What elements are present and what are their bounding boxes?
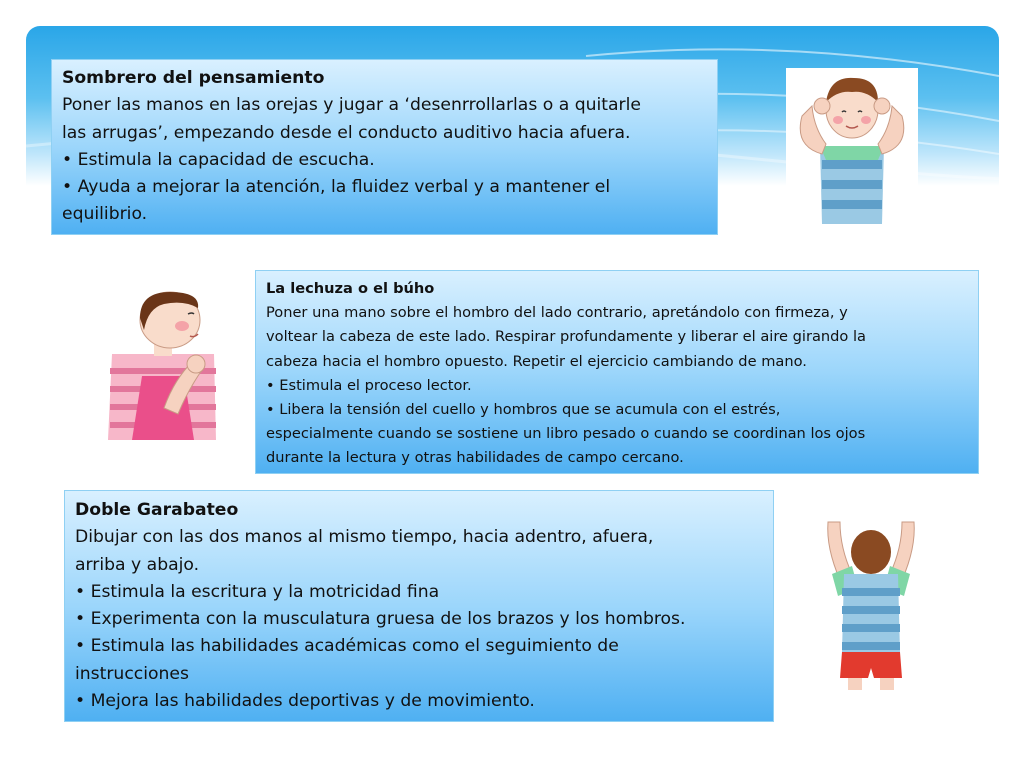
card-line: Poner las manos en las orejas y jugar a ‘desenrrollarlas o a quitarle [62, 95, 641, 116]
card-line: • Libera la tensión del cuello y hombros que se acumula con el estrés, [266, 401, 781, 419]
card-title: Sombrero del pensamiento [62, 68, 325, 88]
card-line: equilibrio. [62, 204, 148, 225]
card-line: • Estimula la escritura y la motricidad fina [75, 581, 440, 602]
card-line: • Estimula la capacidad de escucha. [62, 149, 375, 170]
card-line: arriba y abajo. [75, 554, 200, 575]
card-line: • Estimula el proceso lector. [266, 376, 472, 394]
card-title: La lechuza o el búho [266, 280, 435, 297]
card-line: las arrugas’, empezando desde el conducto auditivo hacia afuera. [62, 122, 631, 143]
child-ears-illustration-icon [786, 68, 918, 224]
child-shoulder-illustration-icon [104, 290, 222, 440]
child-arms-up-illustration-icon [818, 518, 924, 690]
card-line: durante la lectura y otras habilidades de campo cercano. [266, 449, 684, 467]
card-doble-garabateo [64, 490, 774, 722]
card-line: • Estimula las habilidades académicas como el seguimiento de [75, 636, 619, 657]
card-line: especialmente cuando se sostiene un libro pesado o cuando se coordinan los ojos [266, 425, 866, 443]
card-line: cabeza hacia el hombro opuesto. Repetir el ejercicio cambiando de mano. [266, 352, 807, 370]
card-line: instrucciones [75, 663, 189, 684]
card-line: Poner una mano sobre el hombro del lado contrario, apretándolo con firmeza, y [266, 304, 848, 322]
card-la-lechuza-o-el-buho [255, 270, 979, 474]
card-line: • Mejora las habilidades deportivas y de movimiento. [75, 691, 535, 712]
card-line: • Experimenta con la musculatura gruesa de los brazos y los hombros. [75, 609, 686, 630]
card-title: Doble Garabateo [75, 500, 239, 520]
card-line: voltear la cabeza de este lado. Respirar profundamente y liberar el aire girando la [266, 328, 866, 346]
card-line: • Ayuda a mejorar la atención, la fluidez verbal y a mantener el [62, 177, 611, 198]
card-sombrero-del-pensamiento [51, 59, 718, 235]
card-line: Dibujar con las dos manos al mismo tiempo, hacia adentro, afuera, [75, 527, 654, 548]
